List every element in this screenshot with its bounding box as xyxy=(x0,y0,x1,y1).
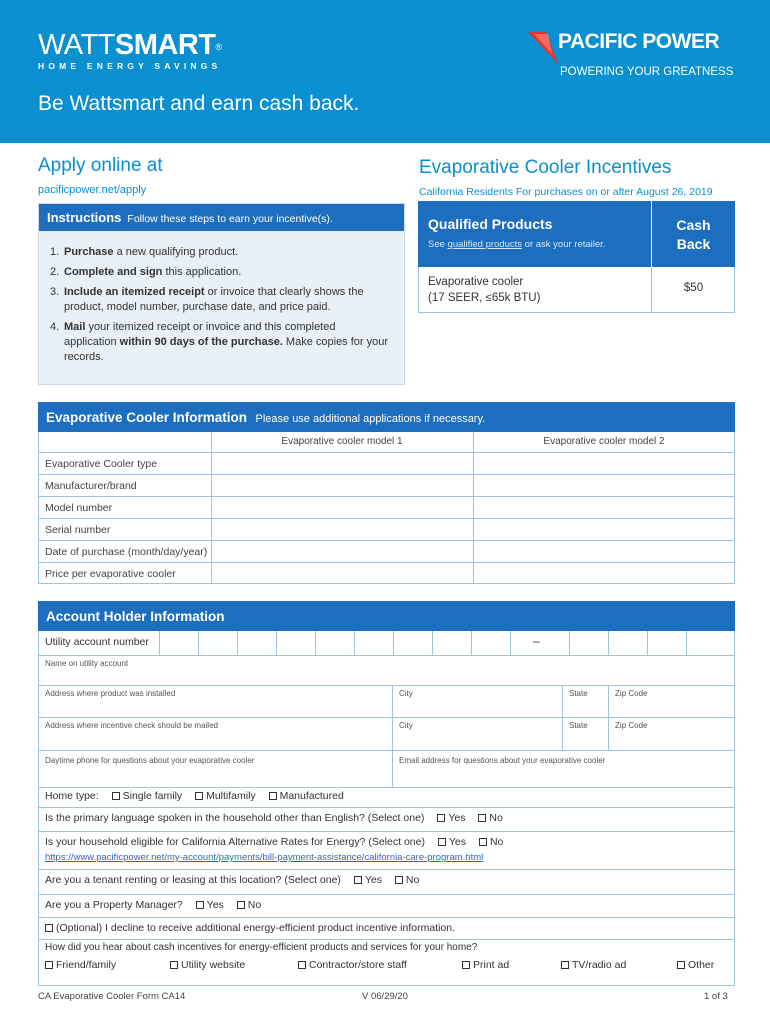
hear-friend-checkbox[interactable] xyxy=(45,959,116,971)
row-label-price: Price per evaporative cooler xyxy=(45,568,176,580)
account-digit-cell[interactable] xyxy=(393,631,394,655)
row-divider xyxy=(39,869,734,870)
checkbox-icon xyxy=(45,924,53,932)
row-label-serial-number: Serial number xyxy=(45,524,111,536)
column-divider xyxy=(211,432,212,583)
cooler-info-subtitle: Please use additional applications if necessary. xyxy=(255,413,486,425)
row-divider xyxy=(39,787,734,788)
qp-rest-text: or ask your retailer. xyxy=(524,239,606,250)
option-label: Utility website xyxy=(181,959,246,971)
cash-back-amount: $50 xyxy=(651,267,735,312)
row-divider xyxy=(39,831,734,832)
utility-account-label: Utility account number xyxy=(45,636,149,648)
cash-back-line2: Back xyxy=(676,236,711,252)
manager-question-row xyxy=(45,899,261,911)
step-number: 1. xyxy=(50,246,60,258)
checkbox-icon xyxy=(195,792,203,800)
checkbox-icon xyxy=(196,901,204,909)
step-text: your itemized receipt or invoice and this completed application xyxy=(64,321,336,348)
checkbox-icon xyxy=(677,961,685,969)
option-label: Yes xyxy=(448,836,467,848)
option-label: Manufactured xyxy=(279,790,344,802)
row-divider xyxy=(39,717,734,718)
column-divider xyxy=(392,685,393,717)
row-divider xyxy=(39,917,734,918)
account-digit-cell[interactable] xyxy=(237,631,238,655)
account-digit-cell[interactable] xyxy=(510,631,511,655)
option-label: Multifamily xyxy=(206,790,256,802)
pacific-power-logo xyxy=(528,30,743,82)
wattsmart-logo xyxy=(38,30,222,71)
care-program-link[interactable]: https://www.pacificpower.net/my-account/payments/bill-payment-assistance/california-care-program.html xyxy=(45,852,484,863)
row-divider xyxy=(39,540,734,541)
row-divider xyxy=(39,452,734,453)
instructions-subtitle: Follow these steps to earn your incentive(s). xyxy=(127,213,333,225)
account-number-dash: – xyxy=(533,634,540,648)
instruction-step xyxy=(50,320,390,365)
incentives-subtitle: California Residents For purchases on or after August 26, 2019 xyxy=(419,186,713,198)
row-label-purchase-date: Date of purchase (month/day/year) xyxy=(45,546,208,558)
option-label: Print ad xyxy=(473,959,510,971)
row-divider xyxy=(39,496,734,497)
option-label: No xyxy=(405,874,420,886)
step-bold: within 90 days of the purchase. xyxy=(119,336,283,348)
row-divider xyxy=(39,807,734,808)
incentives-heading: Evaporative Cooler Incentives xyxy=(419,157,672,178)
row-divider xyxy=(39,894,734,895)
account-info-header xyxy=(38,601,735,631)
column-divider xyxy=(562,717,563,750)
registered-mark: ® xyxy=(215,42,222,52)
instructions-title: Instructions xyxy=(47,210,122,225)
email-field[interactable]: Email address for questions about your evaporative cooler xyxy=(399,756,606,765)
column-divider xyxy=(562,685,563,717)
option-label: (Optional) I decline to receive additional energy-efficient product incentive information. xyxy=(56,922,456,934)
column-header-model-2: Evaporative cooler model 2 xyxy=(543,436,665,447)
cooler-info-header xyxy=(38,402,735,432)
table-row xyxy=(418,267,735,313)
care-link-row xyxy=(45,851,483,863)
product-description xyxy=(428,274,540,306)
optional-decline-row xyxy=(45,922,455,934)
account-digit-cell[interactable] xyxy=(686,631,687,655)
qualified-products-note xyxy=(428,239,605,250)
account-digit-cell[interactable] xyxy=(159,631,160,655)
option-label: No xyxy=(489,836,504,848)
checkbox-icon xyxy=(237,901,245,909)
option-label: Single family xyxy=(122,790,183,802)
apply-url-link[interactable]: pacificpower.net/apply xyxy=(38,184,147,196)
row-divider xyxy=(39,562,734,563)
account-digit-cell[interactable] xyxy=(198,631,199,655)
row-divider xyxy=(39,518,734,519)
account-info-form xyxy=(38,631,735,986)
apply-heading: Apply online at xyxy=(38,155,163,176)
mail-state-field[interactable]: State xyxy=(569,721,588,730)
care-no-checkbox[interactable] xyxy=(479,836,503,848)
step-bold: Mail xyxy=(64,321,86,333)
tenant-question: Are you a tenant renting or leasing at this location? (Select one) xyxy=(45,874,341,886)
hear-utility-website-checkbox[interactable] xyxy=(170,959,245,971)
column-divider xyxy=(473,432,474,583)
option-label: Yes xyxy=(448,812,466,824)
install-address-field[interactable]: Address where product was installed xyxy=(45,689,176,698)
mail-city-field[interactable]: City xyxy=(399,721,413,730)
cooler-info-table xyxy=(38,432,735,584)
language-question-row xyxy=(45,812,503,824)
step-bold: Complete and sign xyxy=(64,266,163,278)
page-title: Be Wattsmart and earn cash back. xyxy=(38,92,360,115)
step-number: 2. xyxy=(50,266,60,278)
checkbox-icon xyxy=(269,792,277,800)
account-digit-cell[interactable] xyxy=(432,631,433,655)
hear-contractor-checkbox[interactable] xyxy=(298,959,407,971)
care-question: Is your household eligible for California Alternative Rates for Energy? (Select one) xyxy=(45,836,425,848)
qualified-products-link[interactable]: qualified products xyxy=(447,239,523,250)
install-city-field[interactable]: City xyxy=(399,689,413,698)
checkbox-icon xyxy=(462,961,470,969)
qualified-products-title: Qualified Products xyxy=(428,216,553,232)
column-divider xyxy=(608,717,609,750)
footer-version: V 06/29/20 xyxy=(362,991,408,1002)
product-spec: (17 SEER, ≤65k BTU) xyxy=(428,292,541,304)
language-no-checkbox[interactable] xyxy=(478,812,502,824)
row-divider xyxy=(39,474,734,475)
qp-see-text: See xyxy=(428,239,445,250)
step-text: Make copies for your records. xyxy=(64,336,389,363)
language-question: Is the primary language spoken in the household other than English? (Select one) xyxy=(45,812,425,824)
step-text: a new qualifying product. xyxy=(113,246,239,258)
account-digit-cell[interactable] xyxy=(471,631,472,655)
checkbox-icon xyxy=(354,876,362,884)
option-label: Contractor/store staff xyxy=(309,959,407,971)
care-question-row xyxy=(45,836,503,848)
instruction-step xyxy=(50,265,390,280)
home-type-label: Home type: xyxy=(45,790,99,802)
home-type-multifamily-checkbox[interactable] xyxy=(195,790,256,802)
hear-question: How did you hear about cash incentives for energy-efficient products and services for your home? xyxy=(45,942,478,953)
qualified-products-header xyxy=(418,201,735,267)
home-type-single-family-checkbox[interactable] xyxy=(112,790,183,802)
home-type-manufactured-checkbox[interactable] xyxy=(269,790,344,802)
home-type-row xyxy=(45,790,344,802)
footer-page-number: 1 of 3 xyxy=(704,991,728,1002)
checkbox-icon xyxy=(561,961,569,969)
qualified-products-table xyxy=(418,201,735,313)
row-divider xyxy=(39,655,734,656)
instruction-step xyxy=(50,285,390,315)
language-yes-checkbox[interactable] xyxy=(437,812,465,824)
checkbox-icon xyxy=(437,814,445,822)
pacific-power-mark-icon xyxy=(528,30,562,66)
column-divider xyxy=(392,750,393,787)
footer-form-name: CA Evaporative Cooler Form CA14 xyxy=(38,991,186,1002)
checkbox-icon xyxy=(45,961,53,969)
header-banner xyxy=(0,0,770,143)
hear-tv-radio-checkbox[interactable] xyxy=(561,959,626,971)
step-bold: Include an itemized receipt xyxy=(64,286,205,298)
checkbox-icon xyxy=(479,838,487,846)
option-label: Yes xyxy=(364,874,382,886)
instructions-list xyxy=(39,231,404,365)
column-divider xyxy=(392,717,393,750)
account-info-title: Account Holder Information xyxy=(46,609,225,624)
step-text: this application. xyxy=(162,266,242,278)
cooler-info-title: Evaporative Cooler Information xyxy=(46,410,248,425)
checkbox-icon xyxy=(395,876,403,884)
manager-yes-checkbox[interactable] xyxy=(196,899,224,911)
row-label-manufacturer: Manufacturer/brand xyxy=(45,480,137,492)
wattsmart-subtitle: HOME ENERGY SAVINGS xyxy=(38,61,222,71)
column-header-model-1: Evaporative cooler model 1 xyxy=(281,436,403,447)
option-label: Yes xyxy=(206,899,224,911)
cash-back-line1: Cash xyxy=(676,217,711,233)
option-label: No xyxy=(247,899,262,911)
name-field[interactable]: Name on utility account xyxy=(45,659,129,668)
checkbox-icon xyxy=(478,814,486,822)
option-label: No xyxy=(489,812,503,824)
option-label: Friend/family xyxy=(56,959,117,971)
pacific-power-name: PACIFIC POWER xyxy=(558,30,720,53)
install-state-field[interactable]: State xyxy=(569,689,588,698)
hear-other-checkbox[interactable] xyxy=(677,959,714,971)
tenant-no-checkbox[interactable] xyxy=(395,874,419,886)
row-label-cooler-type: Evaporative Cooler type xyxy=(45,458,158,470)
cash-back-header xyxy=(651,201,735,267)
row-label-model-number: Model number xyxy=(45,502,113,514)
step-number: 3. xyxy=(50,286,60,298)
mail-zip-field[interactable]: Zip Code xyxy=(615,721,648,730)
hear-print-ad-checkbox[interactable] xyxy=(462,959,509,971)
wattsmart-logo-thin: WATT xyxy=(38,29,115,61)
checkbox-icon xyxy=(170,961,178,969)
step-bold: Purchase xyxy=(64,246,114,258)
row-divider xyxy=(39,685,734,686)
mail-address-field[interactable]: Address where incentive check should be mailed xyxy=(45,721,218,730)
phone-field[interactable]: Daytime phone for questions about your evaporative cooler xyxy=(45,756,255,765)
optional-decline-checkbox[interactable] xyxy=(45,922,455,934)
tenant-question-row xyxy=(45,874,419,886)
account-digit-cell[interactable] xyxy=(647,631,648,655)
product-name: Evaporative cooler xyxy=(428,276,524,288)
row-divider xyxy=(39,939,734,940)
instruction-step xyxy=(50,245,390,260)
column-divider xyxy=(608,685,609,717)
manager-no-checkbox[interactable] xyxy=(237,899,261,911)
wattsmart-logo-bold: SMART xyxy=(114,29,216,61)
instructions-box xyxy=(38,203,405,385)
account-digit-cell[interactable] xyxy=(608,631,609,655)
pacific-power-tagline: POWERING YOUR GREATNESS xyxy=(560,66,734,78)
checkbox-icon xyxy=(298,961,306,969)
account-digit-cell[interactable] xyxy=(569,631,570,655)
checkbox-icon xyxy=(112,792,120,800)
tenant-yes-checkbox[interactable] xyxy=(354,874,382,886)
option-label: Other xyxy=(688,959,715,971)
account-digit-cell[interactable] xyxy=(276,631,277,655)
row-divider xyxy=(39,750,734,751)
instructions-header xyxy=(39,204,404,231)
account-digit-cell[interactable] xyxy=(315,631,316,655)
option-label: TV/radio ad xyxy=(572,959,627,971)
account-digit-cell[interactable] xyxy=(354,631,355,655)
care-yes-checkbox[interactable] xyxy=(438,836,466,848)
manager-question: Are you a Property Manager? xyxy=(45,899,183,911)
step-number: 4. xyxy=(50,321,60,333)
checkbox-icon xyxy=(438,838,446,846)
install-zip-field[interactable]: Zip Code xyxy=(615,689,648,698)
step-text: or invoice that clearly shows the product, model number, purchase date, and price paid. xyxy=(64,286,364,313)
